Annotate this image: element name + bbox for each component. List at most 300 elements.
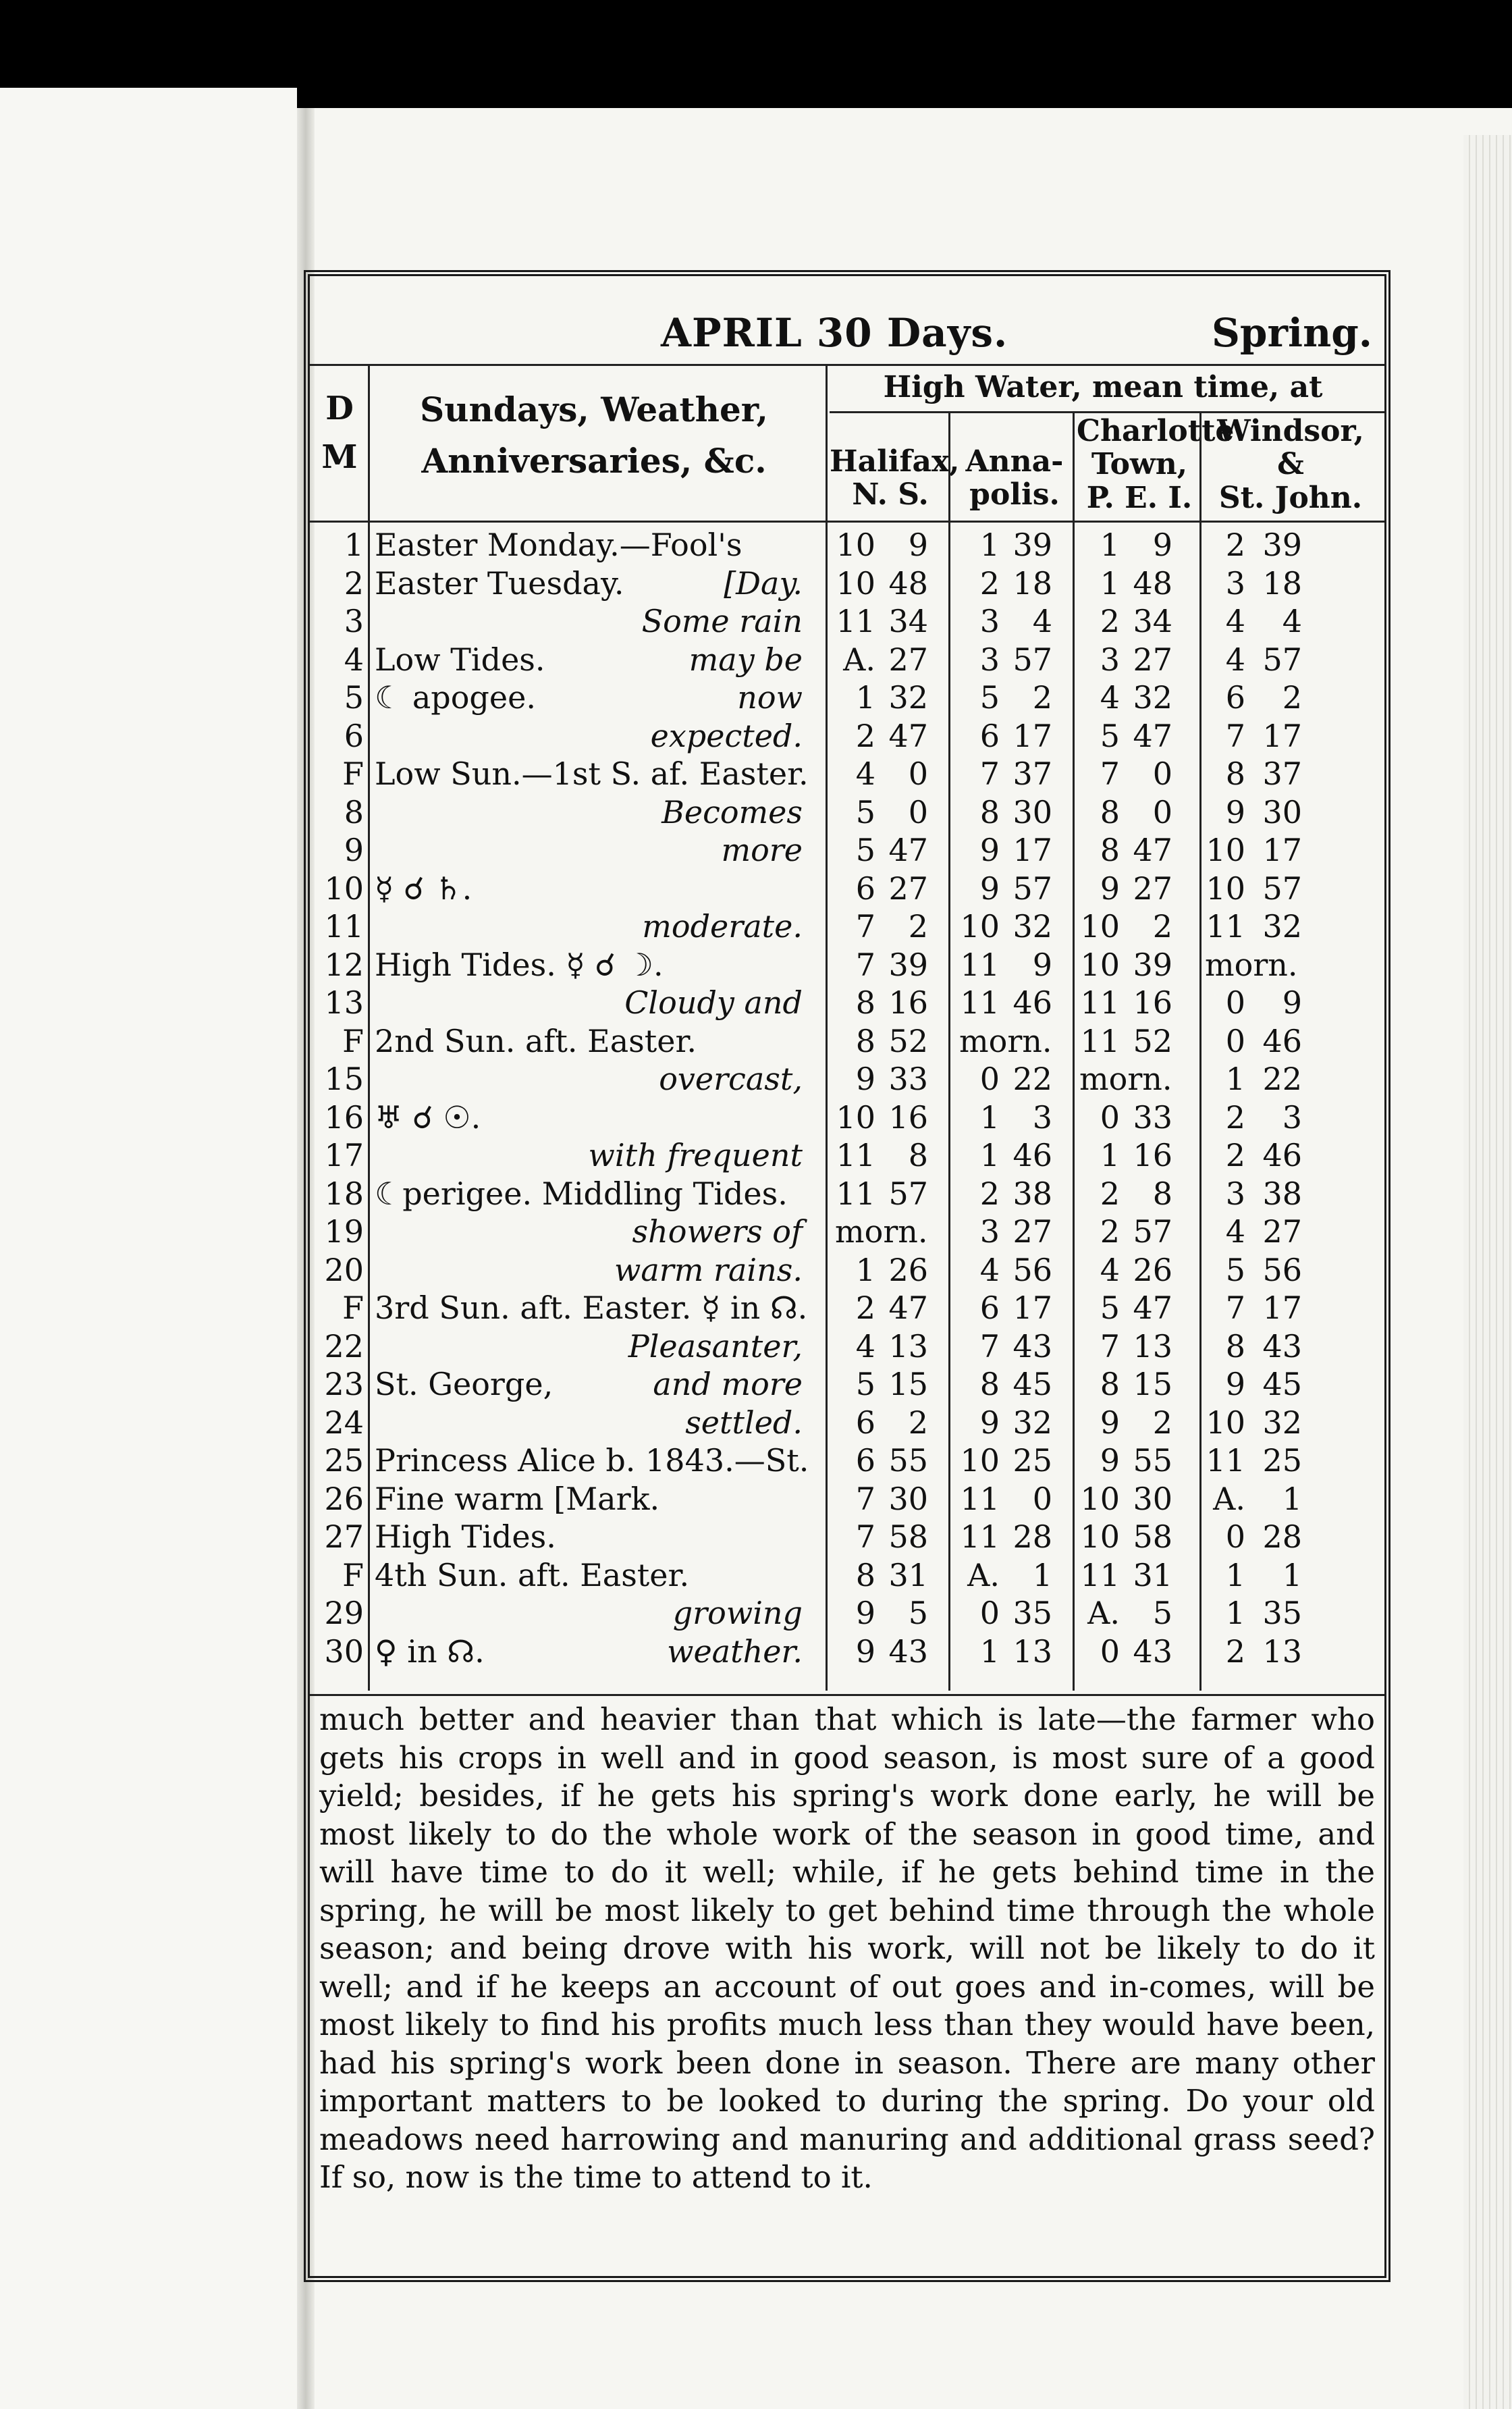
charlottetown-minute-cell: 34 (1133, 603, 1172, 639)
annapolis-hour-cell: 4 (979, 1251, 1000, 1288)
annapolis-minute-cell: 17 (1013, 1290, 1052, 1326)
table-row (310, 1441, 1384, 1480)
event-cell: 4th Sun. aft. Easter. (375, 1556, 690, 1593)
day-cell: F (342, 1556, 364, 1593)
charlottetown-hour-cell: 0 (1100, 1633, 1120, 1670)
annapolis-hour-cell: 8 (979, 793, 1000, 830)
charlottetown-hour-cell: 4 (1100, 679, 1120, 716)
halifax-minute-cell: 0 (908, 756, 928, 792)
halifax-hour-cell: 9 (855, 1633, 875, 1670)
charlottetown-minute-cell: 27 (1133, 641, 1172, 678)
windsor-minute-cell: 25 (1262, 1442, 1302, 1479)
charlottetown-minute-cell: 47 (1133, 717, 1172, 754)
day-cell: 17 (324, 1137, 364, 1173)
weather-cell: moderate. (642, 908, 803, 945)
annapolis-hour-cell: 0 (979, 1595, 1000, 1631)
charlottetown-minute-cell: 48 (1133, 564, 1172, 602)
day-cell: 11 (324, 908, 364, 945)
annapolis-hour-cell: 11 (960, 1480, 1000, 1517)
table-row (310, 755, 1384, 793)
event-cell: ☿ ☌ ♄. (375, 870, 473, 907)
annapolis-hour-cell: 9 (979, 870, 1000, 907)
windsor-hour-cell: 7 (1225, 717, 1245, 754)
annapolis-minute-cell: 32 (1013, 1404, 1052, 1441)
table-row (310, 1289, 1384, 1327)
weather-cell: Becomes (662, 793, 803, 830)
charlottetown-minute-cell: 47 (1133, 832, 1172, 868)
day-cell: 1 (344, 527, 364, 563)
weather-cell: settled. (685, 1404, 803, 1441)
halifax-minute-cell: 31 (888, 1556, 928, 1593)
halifax-hour-cell: 2 (855, 1290, 875, 1326)
windsor-minute-cell: 46 (1262, 1022, 1302, 1059)
annapolis-minute-cell: 39 (1013, 527, 1052, 563)
annapolis-hour-cell: 1 (979, 1137, 1000, 1173)
charlottetown-minute-cell: 5 (1152, 1595, 1172, 1631)
charlottetown-minute-cell: 9 (1152, 527, 1172, 563)
charlottetown-hour-cell: 5 (1100, 717, 1120, 754)
windsor-hour-cell: 1 (1225, 1595, 1245, 1631)
weather-cell: Cloudy and (624, 984, 803, 1021)
windsor-minute-cell: 38 (1262, 1175, 1302, 1212)
windsor-hour-cell: 4 (1225, 603, 1245, 639)
annapolis-hour-cell: 11 (960, 984, 1000, 1021)
weather-cell: showers of (632, 1213, 803, 1250)
charlottetown-hour-cell: 7 (1100, 1327, 1120, 1365)
charlottetown-minute-cell: 55 (1133, 1442, 1172, 1479)
charlottetown-hour-cell: 8 (1100, 1366, 1120, 1402)
col-header-windsor (1205, 415, 1376, 514)
windsor-hour-cell: 2 (1225, 1098, 1245, 1136)
day-cell: 20 (324, 1251, 364, 1288)
annapolis-hour-cell: 3 (979, 641, 1000, 678)
windsor-hour-cell: 8 (1225, 1327, 1245, 1365)
windsor-minute-cell: 57 (1262, 641, 1302, 678)
windsor-hour-cell: 11 (1206, 908, 1245, 945)
day-cell: 12 (324, 946, 364, 983)
windsor-hour-cell: 10 (1206, 832, 1245, 868)
annapolis-minute-cell: 1 (1032, 1556, 1052, 1593)
halifax-minute-cell: 57 (888, 1175, 928, 1212)
windsor-minute-cell: 56 (1262, 1251, 1302, 1288)
annapolis-minute-cell: 45 (1013, 1366, 1052, 1402)
col-header-charlottetown-line3: P. E. I. (1086, 480, 1193, 515)
annapolis-hour-cell: morn. (959, 1022, 1052, 1059)
charlottetown-hour-cell: 10 (1080, 946, 1120, 983)
table-row (310, 1404, 1384, 1442)
table-row (310, 679, 1384, 717)
halifax-minute-cell: 0 (908, 793, 928, 830)
table-row (310, 946, 1384, 984)
windsor-minute-cell: 39 (1262, 527, 1302, 563)
charlottetown-minute-cell: 26 (1133, 1251, 1172, 1288)
event-cell: 2nd Sun. aft. Easter. (375, 1022, 697, 1059)
charlottetown-hour-cell: 11 (1080, 1022, 1120, 1059)
windsor-minute-cell: 18 (1262, 564, 1302, 602)
halifax-minute-cell: 48 (888, 564, 928, 602)
table-row (310, 1213, 1384, 1251)
table-row (310, 1175, 1384, 1213)
halifax-minute-cell: 27 (888, 641, 928, 678)
halifax-minute-cell: 34 (888, 603, 928, 639)
halifax-minute-cell: 47 (888, 717, 928, 754)
weather-cell: and more (653, 1366, 803, 1402)
col-header-events-line2: Anniversaries, &c. (421, 441, 767, 481)
halifax-hour-cell: 2 (855, 717, 875, 754)
halifax-hour-cell: 10 (836, 564, 875, 602)
halifax-hour-cell: 11 (836, 1137, 875, 1173)
halifax-minute-cell: 32 (888, 679, 928, 716)
halifax-hour-cell: 5 (855, 832, 875, 868)
windsor-hour-cell: 10 (1206, 870, 1245, 907)
halifax-hour-cell: 1 (855, 1251, 875, 1288)
annapolis-hour-cell: 1 (979, 527, 1000, 563)
annapolis-hour-cell: 7 (979, 1327, 1000, 1365)
halifax-minute-cell: 33 (888, 1061, 928, 1097)
windsor-minute-cell: 35 (1262, 1595, 1302, 1631)
day-cell: 6 (344, 717, 364, 754)
table-row (310, 1480, 1384, 1518)
annapolis-minute-cell: 17 (1013, 832, 1052, 868)
halifax-hour-cell: 5 (855, 793, 875, 830)
table-row (310, 1365, 1384, 1404)
day-cell: 10 (324, 870, 364, 907)
windsor-minute-cell: 3 (1282, 1098, 1302, 1136)
charlottetown-hour-cell: 8 (1100, 793, 1120, 830)
charlottetown-hour-cell: 9 (1100, 1404, 1120, 1441)
col-header-high-water: High Water, mean time, at (883, 370, 1323, 404)
annapolis-minute-cell: 13 (1013, 1633, 1052, 1670)
table-row (310, 717, 1384, 756)
weather-cell: warm rains. (614, 1251, 803, 1288)
windsor-minute-cell: 17 (1262, 832, 1302, 868)
annapolis-hour-cell: 7 (979, 756, 1000, 792)
tide-table-body (310, 526, 1384, 1670)
annapolis-hour-cell: 10 (960, 1442, 1000, 1479)
windsor-hour-cell: 1 (1225, 1061, 1245, 1097)
col-header-m: M (321, 438, 358, 476)
halifax-hour-cell: 7 (855, 1518, 875, 1555)
charlottetown-hour-cell: 11 (1080, 984, 1120, 1021)
halifax-hour-cell: 11 (836, 1175, 875, 1212)
left-page (0, 88, 297, 2409)
table-bottom-rule (310, 1694, 1384, 1696)
halifax-hour-cell: 6 (855, 870, 875, 907)
charlottetown-minute-cell: 58 (1133, 1518, 1172, 1555)
event-cell: Easter Monday.—Fool's (375, 527, 742, 563)
annapolis-minute-cell: 0 (1032, 1480, 1052, 1517)
charlottetown-hour-cell: 10 (1080, 1480, 1120, 1517)
day-cell: 25 (324, 1442, 364, 1479)
halifax-hour-cell: 7 (855, 1480, 875, 1517)
table-row (310, 1633, 1384, 1671)
high-water-rule (830, 411, 1384, 413)
event-cell: ♅ ☌ ☉. (375, 1098, 481, 1136)
halifax-hour-cell: 5 (855, 1366, 875, 1402)
charlottetown-minute-cell: 27 (1133, 870, 1172, 907)
col-header-annapolis (954, 445, 1075, 512)
windsor-hour-cell: 0 (1225, 1022, 1245, 1059)
day-cell: 3 (344, 603, 364, 639)
charlottetown-minute-cell: 15 (1133, 1366, 1172, 1402)
windsor-minute-cell: 32 (1262, 1404, 1302, 1441)
annapolis-minute-cell: 35 (1013, 1595, 1052, 1631)
month-title: APRIL 30 Days. (661, 310, 1008, 356)
halifax-hour-cell: 9 (855, 1595, 875, 1631)
charlottetown-minute-cell: 16 (1133, 1137, 1172, 1173)
annapolis-hour-cell: 11 (960, 1518, 1000, 1555)
day-cell: 30 (324, 1633, 364, 1670)
day-cell: 4 (344, 641, 364, 678)
halifax-minute-cell: 47 (888, 1290, 928, 1326)
col-header-halifax-line1: Halifax, (830, 444, 960, 479)
halifax-hour-cell: A. (843, 641, 875, 678)
col-header-charlottetown-line2: Town, (1091, 447, 1188, 482)
annapolis-hour-cell: 2 (979, 1175, 1000, 1212)
windsor-minute-cell: 43 (1262, 1327, 1302, 1365)
annapolis-hour-cell: 8 (979, 1366, 1000, 1402)
day-cell: 2 (344, 564, 364, 602)
windsor-minute-cell: 45 (1262, 1366, 1302, 1402)
halifax-hour-cell: 8 (855, 984, 875, 1021)
halifax-hour-cell: 11 (836, 603, 875, 639)
weather-cell: overcast, (659, 1061, 803, 1097)
annapolis-minute-cell: 46 (1013, 984, 1052, 1021)
charlottetown-minute-cell: 33 (1133, 1098, 1172, 1136)
charlottetown-hour-cell: 0 (1100, 1098, 1120, 1136)
charlottetown-hour-cell: 10 (1080, 908, 1120, 945)
weather-cell: with frequent (588, 1137, 803, 1173)
event-cell: Low Sun.—1st S. af. Easter. (375, 756, 809, 792)
day-cell: 26 (324, 1480, 364, 1517)
charlottetown-minute-cell: 31 (1133, 1556, 1172, 1593)
windsor-hour-cell: 0 (1225, 984, 1245, 1021)
windsor-hour-cell: 9 (1225, 793, 1245, 830)
windsor-hour-cell: 4 (1225, 641, 1245, 678)
header-rule (310, 364, 1384, 366)
annapolis-minute-cell: 56 (1013, 1251, 1052, 1288)
event-cell: Princess Alice b. 1843.—St. (375, 1442, 809, 1479)
windsor-hour-cell: 7 (1225, 1290, 1245, 1326)
annapolis-minute-cell: 32 (1013, 908, 1052, 945)
table-row (310, 870, 1384, 908)
annapolis-minute-cell: 57 (1013, 641, 1052, 678)
almanac-note-paragraph: much better and heavier than that which is late—the farmer who gets his crops in well and in good season, is most sure of a good yield; besides, if he gets his spring's work done early, he will be most likely to do the whole work of the season in good time, and will have time to do it well; while, if he gets behind time in the spring, he will be most likely to get behind time through the whole season; and being drove with his work, will not be likely to do it well; and if he keeps an account of out goes and in-comes, will be most likely to find his profits much less than they would have been, had his spring's work been done in season. There are many other important matters to be looked to during the spring. Do your old meadows need harrowing and manuring and additional grass seed? If so, now is the time to attend to it. (319, 1701, 1375, 2195)
halifax-minute-cell: 16 (888, 1098, 928, 1136)
halifax-hour-cell: 8 (855, 1556, 875, 1593)
halifax-hour-cell: 10 (836, 527, 875, 563)
charlottetown-hour-cell: 2 (1100, 1213, 1120, 1250)
col-header-windsor-line1: Windsor, (1217, 414, 1364, 448)
col-header-charlottetown (1077, 414, 1235, 515)
charlottetown-minute-cell: 0 (1152, 793, 1172, 830)
weather-cell: [Day. (724, 564, 803, 602)
windsor-minute-cell: 46 (1262, 1137, 1302, 1173)
day-cell: 19 (324, 1213, 364, 1250)
day-cell: F (342, 1290, 364, 1326)
windsor-minute-cell: 17 (1262, 717, 1302, 754)
annapolis-hour-cell: 3 (979, 1213, 1000, 1250)
season-label: Spring. (1212, 310, 1372, 356)
halifax-hour-cell: 7 (855, 908, 875, 945)
event-cell: St. George, (375, 1366, 554, 1402)
col-header-halifax-line2: N. S. (852, 477, 929, 512)
charlottetown-hour-cell: 2 (1100, 1175, 1120, 1212)
annapolis-minute-cell: 4 (1032, 603, 1052, 639)
halifax-hour-cell: 7 (855, 946, 875, 983)
halifax-hour-cell: 6 (855, 1442, 875, 1479)
windsor-hour-cell: 6 (1225, 679, 1245, 716)
charlottetown-minute-cell: 30 (1133, 1480, 1172, 1517)
windsor-minute-cell: 30 (1262, 793, 1302, 830)
event-cell: ☾perigee. Middling Tides. (375, 1175, 788, 1212)
day-cell: 5 (344, 679, 364, 716)
charlottetown-hour-cell: 9 (1100, 870, 1120, 907)
annapolis-hour-cell: 1 (979, 1633, 1000, 1670)
annapolis-minute-cell: 37 (1013, 756, 1052, 792)
table-row (310, 1060, 1384, 1098)
annapolis-minute-cell: 46 (1013, 1137, 1052, 1173)
halifax-minute-cell: 43 (888, 1633, 928, 1670)
halifax-minute-cell: 55 (888, 1442, 928, 1479)
windsor-minute-cell: 4 (1282, 603, 1302, 639)
annapolis-minute-cell: 43 (1013, 1327, 1052, 1365)
windsor-hour-cell: 8 (1225, 756, 1245, 792)
annapolis-hour-cell: 6 (979, 1290, 1000, 1326)
charlottetown-minute-cell: 13 (1133, 1327, 1172, 1365)
halifax-minute-cell: 5 (908, 1595, 928, 1631)
day-cell: 8 (344, 793, 364, 830)
table-row (310, 526, 1384, 564)
annapolis-hour-cell: 5 (979, 679, 1000, 716)
event-cell: High Tides. ☿ ☌ ☽. (375, 946, 664, 983)
windsor-hour-cell: 1 (1225, 1556, 1245, 1593)
halifax-minute-cell: 15 (888, 1366, 928, 1402)
day-cell: 23 (324, 1366, 364, 1402)
annapolis-hour-cell: 2 (979, 564, 1000, 602)
col-header-annapolis-line2: polis. (969, 477, 1060, 512)
day-cell: 18 (324, 1175, 364, 1212)
weather-cell: expected. (650, 717, 803, 754)
windsor-hour-cell: morn. (1205, 946, 1298, 983)
day-cell: 15 (324, 1061, 364, 1097)
annapolis-hour-cell: 11 (960, 946, 1000, 983)
halifax-minute-cell: 39 (888, 946, 928, 983)
windsor-minute-cell: 28 (1262, 1518, 1302, 1555)
annapolis-minute-cell: 2 (1032, 679, 1052, 716)
halifax-hour-cell: 4 (855, 756, 875, 792)
col-header-events (375, 391, 813, 480)
charlottetown-hour-cell: 10 (1080, 1518, 1120, 1555)
annapolis-hour-cell: 9 (979, 1404, 1000, 1441)
table-row (310, 1556, 1384, 1595)
table-row (310, 1518, 1384, 1556)
col-header-charlottetown-line1: Charlotte (1077, 414, 1235, 448)
charlottetown-minute-cell: 32 (1133, 679, 1172, 716)
windsor-minute-cell: 1 (1282, 1480, 1302, 1517)
charlottetown-minute-cell: 0 (1152, 756, 1172, 792)
event-cell: High Tides. (375, 1518, 556, 1555)
event-cell: Fine warm [Mark. (375, 1480, 660, 1517)
windsor-minute-cell: 37 (1262, 756, 1302, 792)
halifax-minute-cell: 27 (888, 870, 928, 907)
charlottetown-hour-cell: 1 (1100, 527, 1120, 563)
annapolis-minute-cell: 30 (1013, 793, 1052, 830)
halifax-minute-cell: 52 (888, 1022, 928, 1059)
windsor-hour-cell: 10 (1206, 1404, 1245, 1441)
day-cell: 27 (324, 1518, 364, 1555)
windsor-minute-cell: 2 (1282, 679, 1302, 716)
weather-cell: growing (672, 1595, 803, 1631)
annapolis-minute-cell: 57 (1013, 870, 1052, 907)
table-row (310, 1251, 1384, 1290)
charlottetown-minute-cell: 52 (1133, 1022, 1172, 1059)
day-cell: 9 (344, 832, 364, 868)
windsor-hour-cell: 4 (1225, 1213, 1245, 1250)
col-header-windsor-line3: St. John. (1218, 480, 1363, 515)
day-cell: 16 (324, 1098, 364, 1136)
table-row (310, 1594, 1384, 1633)
charlottetown-hour-cell: 4 (1100, 1251, 1120, 1288)
windsor-hour-cell: 0 (1225, 1518, 1245, 1555)
halifax-minute-cell: 8 (908, 1137, 928, 1173)
halifax-minute-cell: 58 (888, 1518, 928, 1555)
col-header-dm (319, 391, 360, 476)
table-row (310, 602, 1384, 641)
halifax-minute-cell: 47 (888, 832, 928, 868)
annapolis-minute-cell: 22 (1013, 1061, 1052, 1097)
annapolis-minute-cell: 38 (1013, 1175, 1052, 1212)
annapolis-minute-cell: 18 (1013, 564, 1052, 602)
charlottetown-minute-cell: 2 (1152, 1404, 1172, 1441)
charlottetown-hour-cell: 1 (1100, 1137, 1120, 1173)
halifax-minute-cell: 2 (908, 1404, 928, 1441)
windsor-minute-cell: 13 (1262, 1633, 1302, 1670)
windsor-hour-cell: 3 (1225, 1175, 1245, 1212)
annapolis-hour-cell: 10 (960, 908, 1000, 945)
annapolis-minute-cell: 17 (1013, 717, 1052, 754)
windsor-minute-cell: 22 (1262, 1061, 1302, 1097)
charlottetown-minute-cell: 2 (1152, 908, 1172, 945)
charlottetown-hour-cell: 5 (1100, 1290, 1120, 1326)
day-cell: 24 (324, 1404, 364, 1441)
charlottetown-hour-cell: 1 (1100, 564, 1120, 602)
event-cell: Low Tides. (375, 641, 545, 678)
charlottetown-hour-cell: 11 (1080, 1556, 1120, 1593)
col-header-events-line1: Sundays, Weather, (420, 390, 768, 429)
charlottetown-hour-cell: 3 (1100, 641, 1120, 678)
halifax-hour-cell: 1 (855, 679, 875, 716)
annapolis-hour-cell: 9 (979, 832, 1000, 868)
charlottetown-hour-cell: 2 (1100, 603, 1120, 639)
weather-cell: Some rain (641, 603, 803, 639)
annapolis-hour-cell: 0 (979, 1061, 1000, 1097)
col-header-halifax (830, 444, 960, 512)
page-edge (1463, 135, 1512, 2409)
event-cell: ☾ apogee. (375, 679, 536, 716)
event-cell: ♀ in ☊. (375, 1633, 485, 1670)
annapolis-minute-cell: 25 (1013, 1442, 1052, 1479)
windsor-hour-cell: A. (1213, 1480, 1245, 1517)
annapolis-minute-cell: 27 (1013, 1213, 1052, 1250)
weather-cell: more (721, 832, 803, 868)
windsor-minute-cell: 1 (1282, 1556, 1302, 1593)
day-cell: F (342, 756, 364, 792)
windsor-hour-cell: 3 (1225, 564, 1245, 602)
charlottetown-hour-cell: 8 (1100, 832, 1120, 868)
halifax-minute-cell: 9 (908, 527, 928, 563)
windsor-minute-cell: 27 (1262, 1213, 1302, 1250)
